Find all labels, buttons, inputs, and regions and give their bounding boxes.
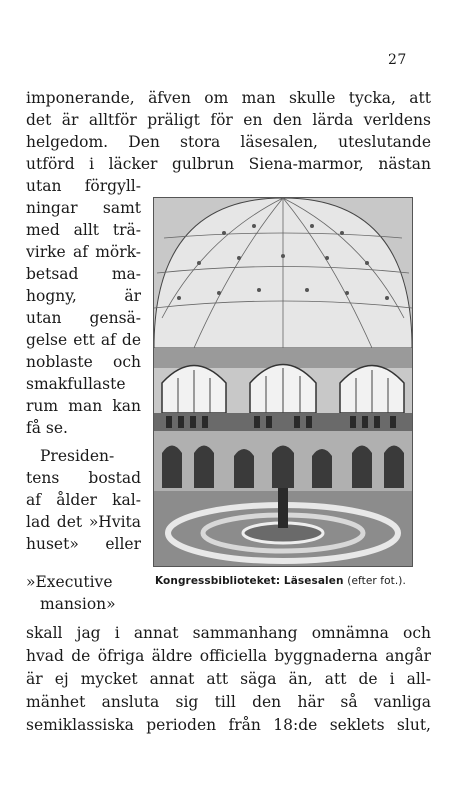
reading-room-photo (153, 197, 413, 567)
side-text-line: »Executive (26, 573, 113, 591)
text-line: imponerande, äfven om man skulle tycka, att (26, 89, 431, 107)
side-text-line: lad det »Hvita (26, 513, 141, 531)
text-line: skall jag i annat sammanhang omnämna och (26, 624, 431, 642)
side-text-line: utan gensä- (26, 309, 141, 327)
text-line: utförd i läcker gulbrun Siena-marmor, nästan (26, 155, 431, 173)
side-text-line: noblaste och (26, 353, 141, 371)
side-text-line: rum man kan (26, 397, 141, 415)
side-text-line: gelse ett af de (26, 331, 141, 349)
side-text-line: betsad ma- (26, 265, 141, 283)
text-line: det är alltför präligt för en den lärda verldens (26, 111, 431, 129)
side-text-line: af ålder kal- (26, 491, 141, 509)
text-line: semiklassiska perioden från 18:de seklets slut, (26, 716, 431, 734)
text-line: är ej mycket annat att säga än, att de i all- (26, 670, 431, 688)
side-text-line: virke af mörk- (26, 243, 141, 261)
caption-note: (efter fot.). (347, 575, 406, 587)
page-number: 27 (388, 52, 407, 68)
side-text-line: Presiden- (40, 447, 115, 465)
caption-main: Kongressbiblioteket: Läsesalen (155, 575, 344, 587)
side-text-line: få se. (26, 419, 68, 437)
side-text-line: utan förgyll- (26, 177, 141, 195)
text-line: hvad de öfriga äldre officiella byggnaderna angår (26, 647, 431, 665)
side-text-line: mansion» (40, 595, 116, 613)
side-text-line: ningar samt (26, 199, 141, 217)
text-line: helgedom. Den stora läsesalen, uteslutande (26, 133, 431, 151)
side-text-line: huset» eller (26, 535, 141, 553)
side-text-line: smakfullaste (26, 375, 126, 393)
side-text-line: hogny, är (26, 287, 141, 305)
text-line: mänhet ansluta sig till den här så vanliga (26, 693, 431, 711)
side-text-line: tens bostad (26, 469, 141, 487)
photo-caption (155, 575, 406, 587)
side-text-line: med allt trä- (26, 221, 141, 239)
